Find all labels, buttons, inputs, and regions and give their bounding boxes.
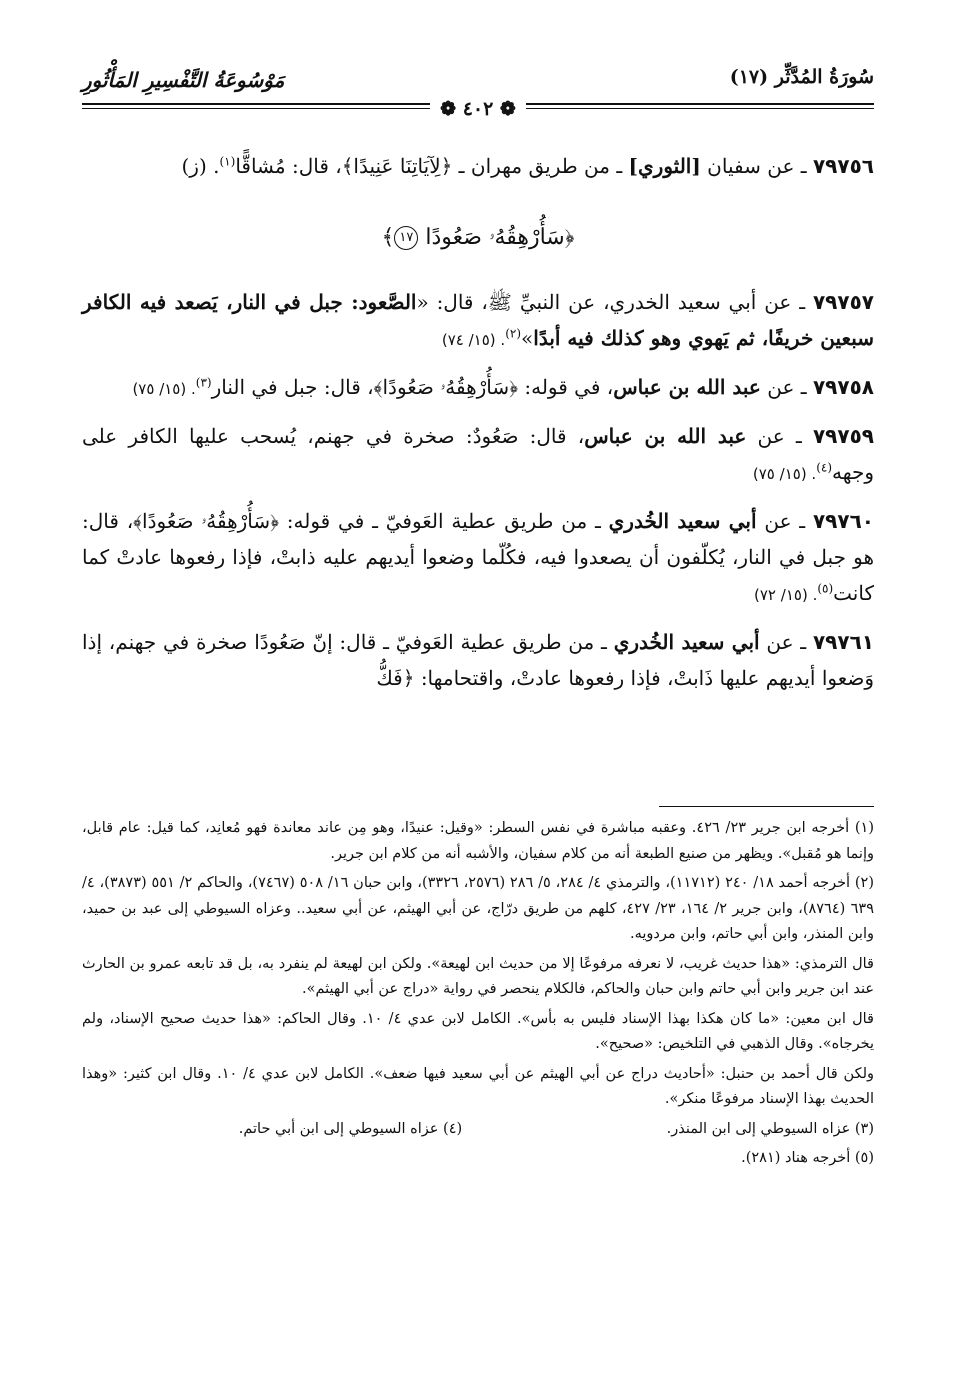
footnotes-3-4 <box>82 1117 874 1143</box>
entry-number: ٧٩٧٥٩ <box>812 424 874 448</box>
footnote-2-ahmad: ولكن قال أحمد بن حنبل: «أحاديث دراج عن أبي الهيثم عن أبي سعيد فيها ضعف». الكامل لابن عدي ٤/ ١٠. وقال ابن كثير: «وهذا الحديث بهذا الإسناد مرفوعًا منكر». <box>82 1065 875 1107</box>
entry-number: ٧٩٧٥٦ <box>812 154 874 178</box>
running-header-surah: سُورَةُ المُدَّثِّر (١٧) <box>729 66 874 88</box>
cross-reference: . (١٥/ ٧٥) <box>132 380 196 398</box>
page-number: ❁ ٤٠٢ ❁ <box>0 98 956 120</box>
footnote-4: (٤) عزاه السيوطي إلى ابن أبي حاتم. <box>238 1120 463 1137</box>
footnote-2-tirmidhi: قال الترمذي: «هذا حديث غريب، لا نعرفه مرفوعًا إلا من حديث ابن لهيعة». ولكن ابن لهيعة لم ينفرد به، بل قد تابعه عمرو بن الحارث عند ابن جرير وابن أبي حاتم وابن حبان والحاكم، فالكلام ينحصر في رواية «دراج عن أبي الهيثم». <box>82 955 874 997</box>
footnotes <box>82 816 874 1176</box>
footnote-separator <box>659 806 874 807</box>
footnote-marker: (٣) <box>195 375 212 390</box>
entry-79756: ٧٩٧٥٦ ـ عن سفيان [الثوري] ـ من طريق مهران ـ ﴿لِآيَاتِنَا عَنِيدًا﴾، قال: مُشاقًّا$^{(١)}$. (ز) <box>181 154 874 178</box>
entry-79759: ٧٩٧٥٩ ـ عن عبد الله بن عباس، قال: صَعُودٌ: صخرة في جهنم، يُسحب عليها الكافر على وجهه$^{(٤)}$. (١٥/ ٧٥) <box>82 424 874 484</box>
footnote-1: (١) أخرجه ابن جرير ٢٣/ ٤٢٦. وعقبه مباشرة في نفس السطر: «وقيل: عنيدًا، وهو مِن عاند معاندة فهو مُعانِد، كما قيل: عام قابل، وإنما هو مُقبل». ويظهر من صنيع الطبعة أنه من كلام سفيان، والأشبه أنه من كلام ابن جرير. <box>82 820 875 862</box>
entry-79760: ٧٩٧٦٠ ـ عن أبي سعيد الخُدري ـ من طريق عطية العَوفيّ ـ في قوله: ﴿سَأُرْهِقُهُۥ صَعُودًا﴾، قال: هو جبل في النار، يُكلّفون أن يصعدوا فيه، فكُلّما وضعوا أيديهم عليه ذابتْ، فإذا رفعوها عادتْ كما كانت$^{(٥)}$. (١٥/ ٧٢) <box>82 509 874 605</box>
entry-79758: ٧٩٧٥٨ ـ عن عبد الله بن عباس، في قوله: ﴿سَأُرْهِقُهُۥ صَعُودًا﴾، قال: جبل في النار$^{(٣)}$. (١٥/ ٧٥) <box>132 375 874 399</box>
footnote-3: (٣) عزاه السيوطي إلى ابن المنذر. <box>666 1120 874 1137</box>
footnote-2: (٢) أخرجه أحمد ١٨/ ٢٤٠ (١١٧١٢)، والترمذي ٤/ ٢٨٤، ٥/ ٢٨٦ (٢٥٧٦، ٣٣٢٦)، وابن حبان ١٦/ ٥٠٨ (٧٤٦٧)، والحاكم ٢/ ٥٥١ (٣٨٧٣)، ٤/ ٦٣٩ (٨٧٦٤)، وابن جرير ٢/ ١٦٤، ٢٣/ ٤٢٧، كلهم من طريق درّاج، عن أبي الهيثم، عن أبي سعيد.. وعزاه السيوطي إلى عبد بن حميد، وابن المنذر، وابن أبي حاتم، وابن مردويه. <box>82 875 875 942</box>
footnote-marker: (٤) <box>816 460 833 475</box>
footnote-marker: (٥) <box>817 581 834 596</box>
entry-number: ٧٩٧٦٠ <box>812 509 874 533</box>
entry-79757: ٧٩٧٥٧ ـ عن أبي سعيد الخدري، عن النبيِّ ﷺ، قال: «الصَّعود: جبل في النار، يَصعد فيه الكافر سبعين خريفًا، ثم يَهوي وهو كذلك فيه أبدًا»$^{(٢)}$. (١٥/ ٧٤) <box>82 290 874 350</box>
entry-number: ٧٩٧٥٨ <box>812 375 874 399</box>
footnote-marker: (١) <box>219 154 236 169</box>
cross-reference: . (١٥/ ٧٢) <box>754 586 818 604</box>
verse-heading: ﴿سَأُرْهِقُهُۥ صَعُودًا ١٧﴾ <box>381 225 575 250</box>
footnote-2-ibn-main: قال ابن معين: «ما كان هكذا بهذا الإسناد فليس به بأس». الكامل لابن عدي ٤/ ١٠. وقال الحاكم: «هذا حديث صحيح الإسناد، ولم يخرجاه». وقال الذهبي في التلخيص: «صحيح». <box>82 1010 874 1052</box>
verse-number-mark: ١٧ <box>394 226 418 250</box>
cross-reference: . (١٥/ ٧٥) <box>752 465 817 483</box>
footnote-marker: (٢) <box>505 326 522 341</box>
cross-reference: . (١٥/ ٧٤) <box>441 331 506 349</box>
entry-number: ٧٩٧٦١ <box>812 630 875 654</box>
running-header-book-title: مَوْسُوعَةُ التَّفْسِيرِ المَأْثُورِ <box>82 68 285 92</box>
entry-79761: ٧٩٧٦١ ـ عن أبي سعيد الخُدري ـ من طريق عطية العَوفيّ ـ قال: إنّ صَعُودًا صخرة في جهنم، إذا وَضعوا أيديهم عليها ذَابتْ، فإذا رفعوها عادتْ، واقتحامها: ﴿فَكُّ <box>82 630 875 690</box>
footnote-5: (٥) أخرجه هناد (٢٨١). <box>741 1150 874 1166</box>
entry-number: ٧٩٧٥٧ <box>812 290 874 314</box>
main-text <box>82 148 874 707</box>
